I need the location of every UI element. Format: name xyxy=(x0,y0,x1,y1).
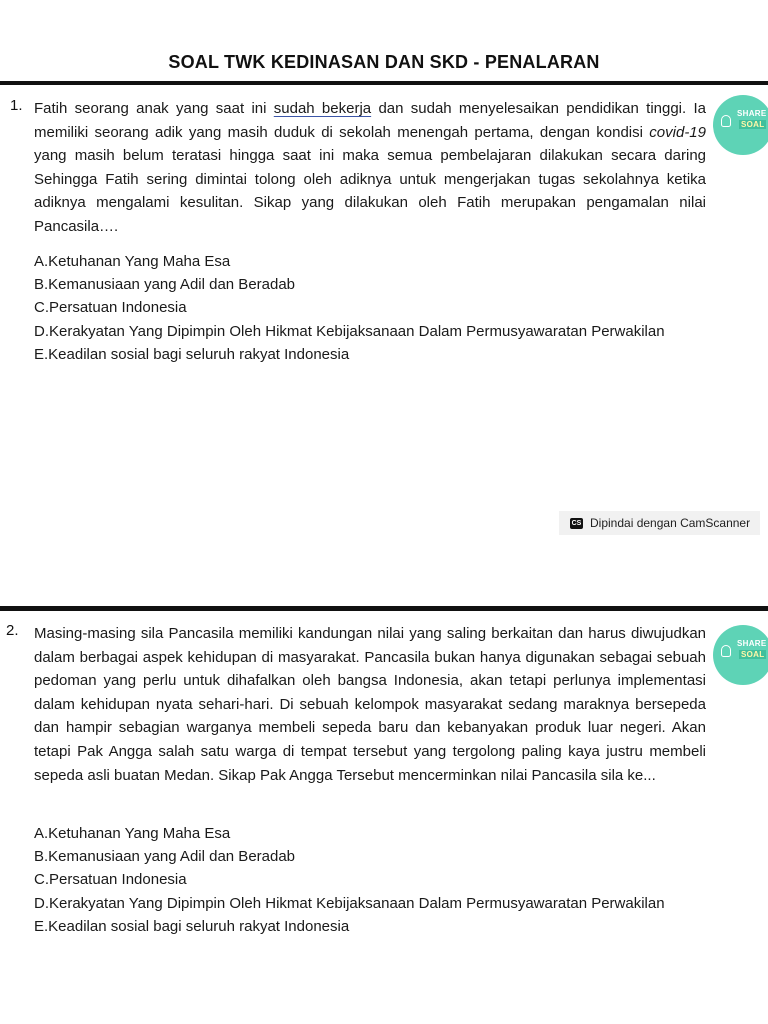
question-1-option-e: E.Keadilan sosial bagi seluruh rakyat Indonesia xyxy=(34,345,350,363)
share-soal-badge-2 xyxy=(713,625,768,685)
camscanner-icon: CS xyxy=(571,519,582,527)
lightbulb-icon xyxy=(721,645,731,657)
question-1-options xyxy=(34,250,665,366)
question-2-option-c: C.Persatuan Indonesia xyxy=(34,871,187,889)
badge-line-2: SOAL xyxy=(741,650,765,659)
question-1-text-part-a: Fatih seorang anak yang saat ini xyxy=(34,100,274,117)
question-1-text-part-c: yang masih belum teratasi hingga saat ini maka semua pembelajaran dilakukan secara daring Sehingga Fatih sering dimintai tolong oleh adiknya untuk mengerjakan tugas sekolahnya ketika adiknya mengalami kesulitan. Sikap yang dilakukan oleh Fatih merupakan pengamalan nilai Pancasila…. xyxy=(34,147,706,235)
question-1-italic-text: covid-19 xyxy=(649,123,706,141)
page-title: SOAL TWK KEDINASAN DAN SKD - PENALARAN xyxy=(168,52,600,72)
badge-line-1: SHARE xyxy=(737,109,767,118)
question-1-text xyxy=(34,97,706,239)
camscanner-text: Dipindai dengan CamScanner xyxy=(590,516,751,530)
question-2-option-a: A.Ketuhanan Yang Maha Esa xyxy=(34,825,231,842)
question-2-option-e: E.Keadilan sosial bagi seluruh rakyat Indonesia xyxy=(34,917,350,935)
badge-line-1: SHARE xyxy=(737,639,767,648)
camscanner-watermark xyxy=(559,511,760,535)
question-2-number: 2. xyxy=(6,622,19,639)
question-2-option-b: B.Kemanusiaan yang Adil dan Beradab xyxy=(34,848,296,866)
question-1-option-d: D.Kerakyatan Yang Dipimpin Oleh Hikmat Kebijaksanaan Dalam Permusyawaratan Perwakilan xyxy=(34,322,665,340)
question-2-option-d: D.Kerakyatan Yang Dipimpin Oleh Hikmat Kebijaksanaan Dalam Permusyawaratan Perwakilan xyxy=(34,894,665,912)
lightbulb-icon xyxy=(721,115,731,127)
question-1-option-a: A.Ketuhanan Yang Maha Esa xyxy=(34,253,231,270)
question-1-text-part-b: dan sudah menyelesaikan pendidikan tinggi. Ia memiliki seorang adik yang masih duduk di sekolah menengah pertama, dengan kondisi xyxy=(34,100,706,141)
question-1-option-b: B.Kemanusiaan yang Adil dan Beradab xyxy=(34,276,296,294)
question-2-text: Masing-masing sila Pancasila memiliki kandungan nilai yang saling berkaitan dan harus diwujudkan dalam berbagai aspek kehidupan di masyarakat. Pancasila bukan hanya digunakan sebagai sebuah pedoman yang perlu untuk dihafalkan oleh bangsa Indonesia, akan tetapi perlunya implementasi dalam kehidupan nyata sehari-hari. Di sebuah kelompok masyarakat sedang maraknya bersepeda dan hampir sebagian warganya membeli sepeda baru dan kebanyakan produk luar negeri. Akan tetapi Pak Angga salah satu warga di tempat tersebut yang tergolong paling kaya justru membeli sepeda asli buatan Medan. Sikap Pak Angga Tersebut mencerminkan nilai Pancasila sila ke... xyxy=(34,625,706,784)
badge-line-2: SOAL xyxy=(741,120,765,129)
question-1-number: 1. xyxy=(10,97,23,114)
share-soal-badge xyxy=(713,95,768,155)
question-1-option-c: C.Persatuan Indonesia xyxy=(34,299,187,317)
question-1-underlined-text: sudah bekerja xyxy=(273,100,372,117)
question-2-options xyxy=(34,822,665,938)
middle-divider xyxy=(0,606,768,611)
top-divider xyxy=(0,81,768,85)
